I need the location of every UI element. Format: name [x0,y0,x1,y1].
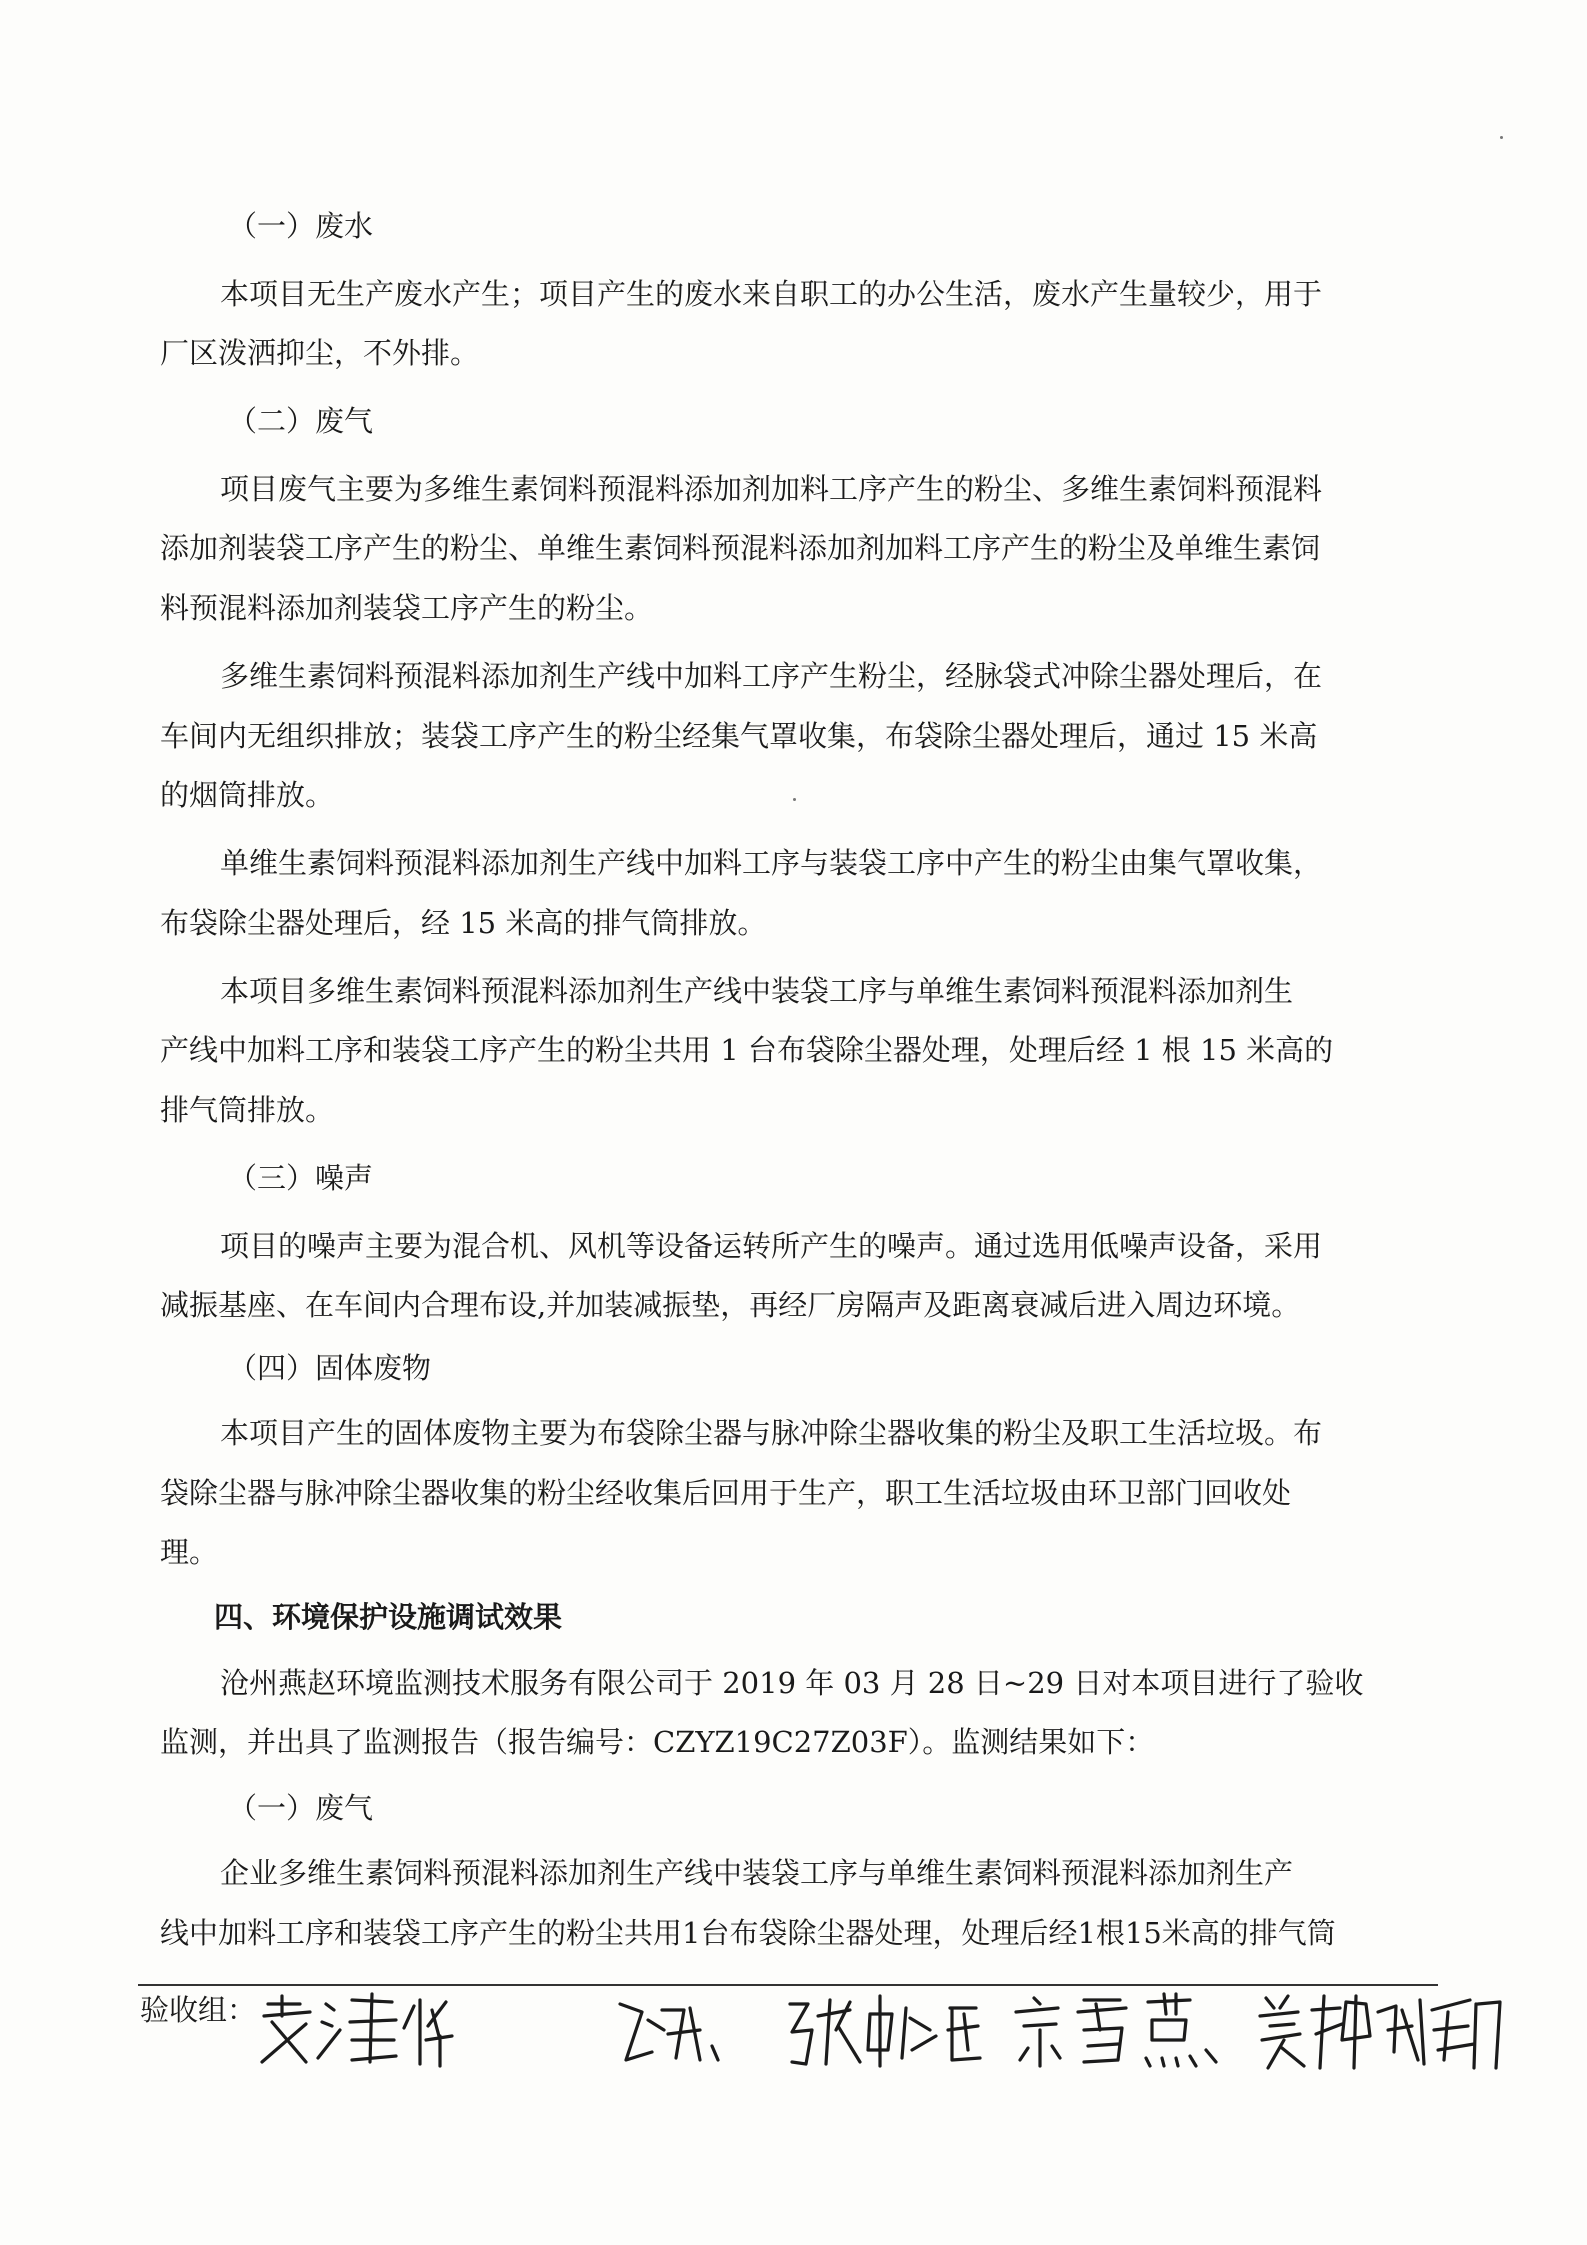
section-heading-noise: （三）噪声 [228,1161,374,1195]
paragraph-line: 添加剂装袋工序产生的粉尘、单维生素饲料预混料添加剂加料工序产生的粉尘及单维生素饲 [160,531,1321,565]
paragraph-line: 沧州燕赵环境监测技术服务有限公司于 2019 年 03 月 28 日~29 日对本项目进行了验收 [220,1666,1364,1700]
signature-3 [790,1996,980,2066]
paragraph-line: 厂区泼洒抑尘，不外排。 [160,336,480,370]
paragraph-line: 多维生素饲料预混料添加剂生产线中加料工序产生粉尘，经脉袋式冲除尘器处理后，在 [220,659,1323,693]
paragraph-line: 项目的噪声主要为混合机、风机等设备运转所产生的噪声。通过选用低噪声设备，采用 [220,1229,1323,1263]
paragraph-line: 本项目无生产废水产生；项目产生的废水来自职工的办公生活，废水产生量较少，用于 [220,277,1323,311]
paragraph-line: 本项目多维生素饲料预混料添加剂生产线中装袋工序与单维生素饲料预混料添加剂生 [220,974,1294,1008]
signature-4 [1016,1994,1216,2066]
paragraph-line: 监测，并出具了监测报告（报告编号：CZYZ19C27Z03F）。监测结果如下： [160,1725,1155,1759]
paragraph-line: 项目废气主要为多维生素饲料预混料添加剂加料工序产生的粉尘、多维生素饲料预混料 [220,472,1323,506]
signature-1 [262,1994,452,2066]
section-heading-wastewater: （一）废水 [228,209,374,243]
section-heading-commissioning-results: 四、环境保护设施调试效果 [214,1600,563,1634]
paragraph-line: 袋除尘器与脉冲除尘器收集的粉尘经收集后回用于生产，职工生活垃圾由环卫部门回收处 [160,1476,1292,1510]
paragraph-line: 车间内无组织排放；装袋工序产生的粉尘经集气罩收集，布袋除尘器处理后，通过 15 米高 [160,719,1318,753]
paragraph-line: 布袋除尘器处理后，经 15 米高的排气筒排放。 [160,906,767,940]
paragraph-line: 理。 [160,1535,219,1569]
acceptance-group-label: 验收组： [140,1993,257,2027]
scan-speck [1500,136,1503,139]
paragraph-line: 的烟筒排放。 [160,778,335,812]
signature-2 [620,2004,718,2060]
paragraph-line: 线中加料工序和装袋工序产生的粉尘共用1台布袋除尘器处理，处理后经1根15米高的排气筒 [160,1916,1336,1950]
section-heading-solid-waste: （四）固体废物 [228,1351,432,1385]
paragraph-line: 减振基座、在车间内合理布设,并加装减振垫，再经厂房隔声及距离衰减后进入周边环境。 [160,1288,1301,1322]
paragraph-line: 企业多维生素饲料预混料添加剂生产线中装袋工序与单维生素饲料预混料添加剂生产 [220,1856,1294,1890]
paragraph-line: 本项目产生的固体废物主要为布袋除尘器与脉冲除尘器收集的粉尘及职工生活垃圾。布 [220,1416,1323,1450]
paragraph-line: 单维生素饲料预混料添加剂生产线中加料工序与装袋工序中产生的粉尘由集气罩收集， [220,846,1323,880]
paragraph-line: 产线中加料工序和装袋工序产生的粉尘共用 1 台布袋除尘器处理，处理后经 1 根 15 米高的 [160,1033,1334,1067]
subsection-heading-exhaust-gas: （一）废气 [228,1791,374,1825]
paragraph-line: 排气筒排放。 [160,1093,335,1127]
signature-5 [1260,1996,1500,2068]
scan-speck [793,798,796,801]
section-heading-exhaust-gas: （二）废气 [228,404,374,438]
paragraph-line: 料预混料添加剂装袋工序产生的粉尘。 [160,591,654,625]
